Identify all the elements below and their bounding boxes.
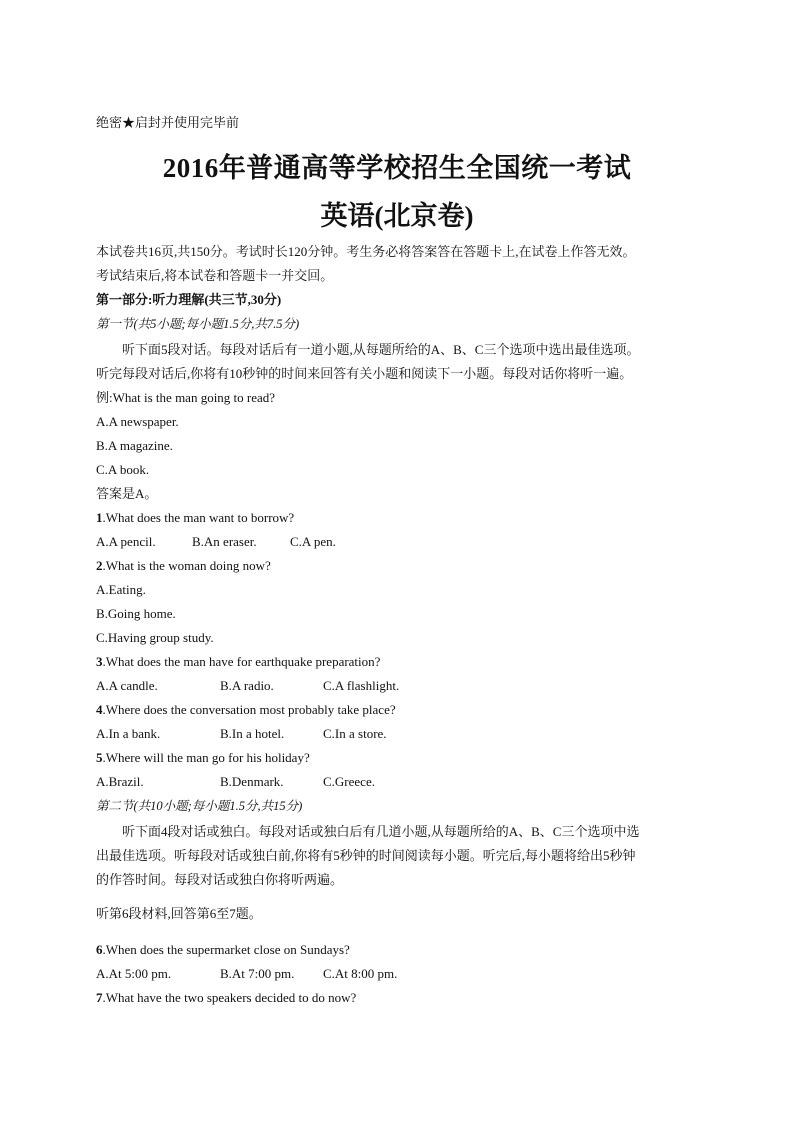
option-c: C.In a store. (323, 726, 387, 741)
option-a: A.In a bank. (96, 726, 161, 741)
example-answer: 答案是A。 (96, 486, 158, 501)
material-6-heading: 听第6段材料,回答第6至7题。 (96, 906, 262, 921)
option-b: B.An eraser. (192, 534, 257, 549)
option-a: A.A pencil. (96, 534, 156, 549)
option-b: B.In a hotel. (220, 726, 285, 741)
question-text: .Where does the conversation most probably take place? (102, 702, 396, 717)
intro-line-1: 本试卷共16页,共150分。考试时长120分钟。考生务必将答案答在答题卡上,在试卷上作答无效。 (96, 244, 636, 259)
example-question: 例:What is the man going to read? (96, 390, 276, 405)
question-text: .Where will the man go for his holiday? (102, 750, 310, 765)
question-number: 3 (96, 654, 103, 669)
example-option-a: A.A newspaper. (96, 414, 179, 429)
question-text: .When does the supermarket close on Sundays? (102, 942, 350, 957)
exam-subtitle: 英语(北京卷) (320, 201, 474, 231)
option-c: C.A pen. (290, 534, 336, 549)
confidential-label: 绝密★启封并使用完毕前 (96, 115, 240, 130)
question-4-options (96, 726, 387, 742)
section2-instructions-3: 的作答时间。每段对话或独白你将听两遍。 (96, 872, 344, 887)
question-1-options (96, 534, 336, 550)
question-number: 4 (96, 702, 103, 717)
question-text: .What does the man have for earthquake preparation? (102, 654, 381, 669)
option-c: C.Greece. (323, 774, 375, 789)
question-2-option-a: A.Eating. (96, 582, 146, 597)
question-text: .What is the woman doing now? (102, 558, 271, 573)
section2-instructions-2: 出最佳选项。听每段对话或独白前,你将有5秒钟的时间阅读每小题。听完后,每小题将给出5秒钟 (96, 848, 636, 863)
option-c: C.At 8:00 pm. (323, 966, 398, 981)
option-c: C.A flashlight. (323, 678, 400, 693)
option-b: B.Denmark. (220, 774, 284, 789)
example-option-c: C.A book. (96, 462, 150, 477)
question-number: 7 (96, 990, 103, 1005)
question-number: 1 (96, 510, 103, 525)
section2-heading: 第二节(共10小题;每小题1.5分,共15分) (96, 799, 303, 813)
option-a: A.At 5:00 pm. (96, 966, 172, 981)
question-number: 2 (96, 558, 103, 573)
question-5 (96, 750, 310, 766)
section1-instructions-1: 听下面5段对话。每段对话后有一道小题,从每题所给的A、B、C三个选项中选出最佳选项。 (122, 342, 640, 357)
question-6 (96, 942, 350, 958)
option-a: A.A candle. (96, 678, 158, 693)
question-number: 5 (96, 750, 103, 765)
exam-title: 2016年普通高等学校招生全国统一考试 (162, 153, 632, 183)
question-text: .What have the two speakers decided to do now? (102, 990, 357, 1005)
intro-line-2: 考试结束后,将本试卷和答题卡一并交回。 (96, 268, 334, 283)
question-2-option-b: B.Going home. (96, 606, 176, 621)
section1-instructions-2: 听完每段对话后,你将有10秒钟的时间来回答有关小题和阅读下一小题。每段对话你将听一遍。 (96, 366, 633, 381)
question-5-options (96, 774, 375, 790)
example-option-b: B.A magazine. (96, 438, 173, 453)
option-b: B.A radio. (220, 678, 274, 693)
question-1 (96, 510, 294, 526)
question-3-options (96, 678, 399, 694)
question-7 (96, 990, 356, 1006)
section1-heading: 第一节(共5小题;每小题1.5分,共7.5分) (96, 317, 300, 331)
question-2-option-c: C.Having group study. (96, 630, 214, 645)
question-text: .What does the man want to borrow? (102, 510, 295, 525)
question-6-options (96, 966, 397, 982)
question-2 (96, 558, 271, 574)
question-3 (96, 654, 380, 670)
question-4 (96, 702, 396, 718)
option-b: B.At 7:00 pm. (220, 966, 295, 981)
section2-instructions-1: 听下面4段对话或独白。每段对话或独白后有几道小题,从每题所给的A、B、C三个选项中选 (122, 824, 640, 839)
part1-heading: 第一部分:听力理解(共三节,30分) (96, 292, 282, 307)
question-number: 6 (96, 942, 103, 957)
option-a: A.Brazil. (96, 774, 144, 789)
